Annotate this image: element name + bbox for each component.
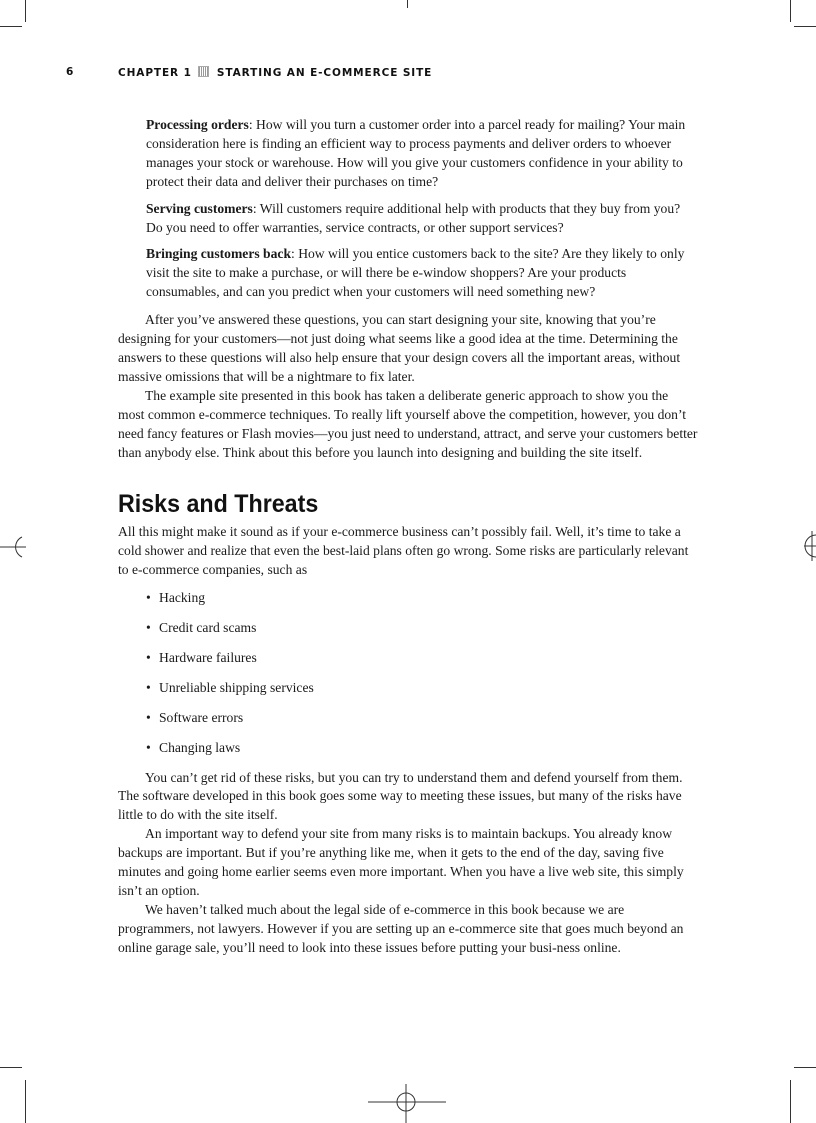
definition-term: Serving customers xyxy=(146,200,253,216)
definition-term: Bringing customers back xyxy=(146,246,292,262)
crop-mark-top-right xyxy=(790,0,791,22)
definition-serving-customers xyxy=(146,200,694,238)
chapter-title: STARTING AN E-COMMERCE SITE xyxy=(216,67,433,79)
crop-mark-top-left xyxy=(25,0,26,22)
definition-bringing-customers-back xyxy=(146,245,694,302)
header-separator-icon xyxy=(198,66,209,77)
crop-mark-top-center xyxy=(407,0,408,8)
page-number: 6 xyxy=(66,66,75,78)
body-paragraph: After you’ve answered these questions, you can start designing your site, knowing that you’re designing for your customers—not just doing what seems like a good idea at the time. Determining the answers to these questions will also help ensure that your design covers all the important areas, without massive omissions that will be a nightmare to fix later. xyxy=(118,312,681,384)
list-item: • Hacking xyxy=(146,589,698,608)
crop-mark-right-top xyxy=(794,26,816,27)
crop-mark-right-bottom xyxy=(794,1067,816,1068)
definition-text: : How will you entice customers back to the site? Are they likely to only visit the site to make a purchase, or will there be e-window shoppers? Are your products consumables, and can you predict when your customers will need something new? xyxy=(146,246,685,300)
definition-text: : Will customers require additional help with products that they buy from you? Do you need to offer warranties, service contracts, or other support services? xyxy=(146,200,681,235)
registration-mark-right xyxy=(798,531,816,561)
definition-term: Processing orders xyxy=(146,117,249,132)
definition-text: : How will you turn a customer order into a parcel ready for mailing? Your main consideration here is finding an efficient way to process payments and deliver orders to whoever manages your stock or warehouse. How will you give your customers confidence in your ability to protect their data and deliver their purchases on time? xyxy=(146,117,686,189)
definition-processing-orders xyxy=(146,116,694,192)
chapter-heading xyxy=(118,66,432,79)
section-lead-paragraph: All this might make it sound as if your e-commerce business can’t possibly fail. Well, it’s time to take a cold shower and realize that even the best-laid plans often go wrong. Some risks are particularly relevant to e-commerce companies, such as xyxy=(118,524,689,578)
page-body xyxy=(118,116,698,958)
crop-mark-bottom-left xyxy=(25,1080,26,1123)
list-item: • Hardware failures xyxy=(146,649,698,668)
section-heading: Risks and Threats xyxy=(118,490,319,519)
list-item: • Credit card scams xyxy=(146,619,698,638)
crop-mark-left-top xyxy=(0,26,22,27)
crop-mark-bottom-right xyxy=(790,1080,791,1123)
body-paragraph: An important way to defend your site from many risks is to maintain backups. You already know backups are important. But if you’re anything like me, when it gets to the end of the day, saving five minutes and going home earlier seems even more important. When you have a live web site, this simply isn’t an option. xyxy=(118,826,684,898)
body-paragraph: The example site presented in this book has taken a deliberate generic approach to show you the most common e-commerce techniques. To really lift yourself above the competition, however, you don’t need fancy features or Flash movies—you just need to understand, attract, and serve your customers better than anybody else. Think about this before you launch into designing and building the site itself. xyxy=(118,387,698,460)
list-item: • Changing laws xyxy=(146,739,698,758)
body-paragraph: We haven’t talked much about the legal side of e-commerce in this book because we are programmers, not lawyers. However if you are setting up an e-commerce site that goes much beyond an online garage sale, you’ll need to look into these issues before putting your busi-ness online. xyxy=(118,901,684,955)
registration-mark-bottom xyxy=(368,1084,448,1123)
chapter-label: CHAPTER 1 xyxy=(118,67,192,79)
crop-mark-left-bottom xyxy=(0,1067,22,1068)
risk-list xyxy=(118,589,698,757)
registration-mark-left xyxy=(0,533,26,561)
body-paragraph: You can’t get rid of these risks, but you can try to understand them and defend yourself from them. The software developed in this book goes some way to meeting these issues, but many of the risks have little to do with the site itself. xyxy=(118,769,683,823)
list-item: • Unreliable shipping services xyxy=(146,679,698,698)
list-item: • Software errors xyxy=(146,709,698,728)
